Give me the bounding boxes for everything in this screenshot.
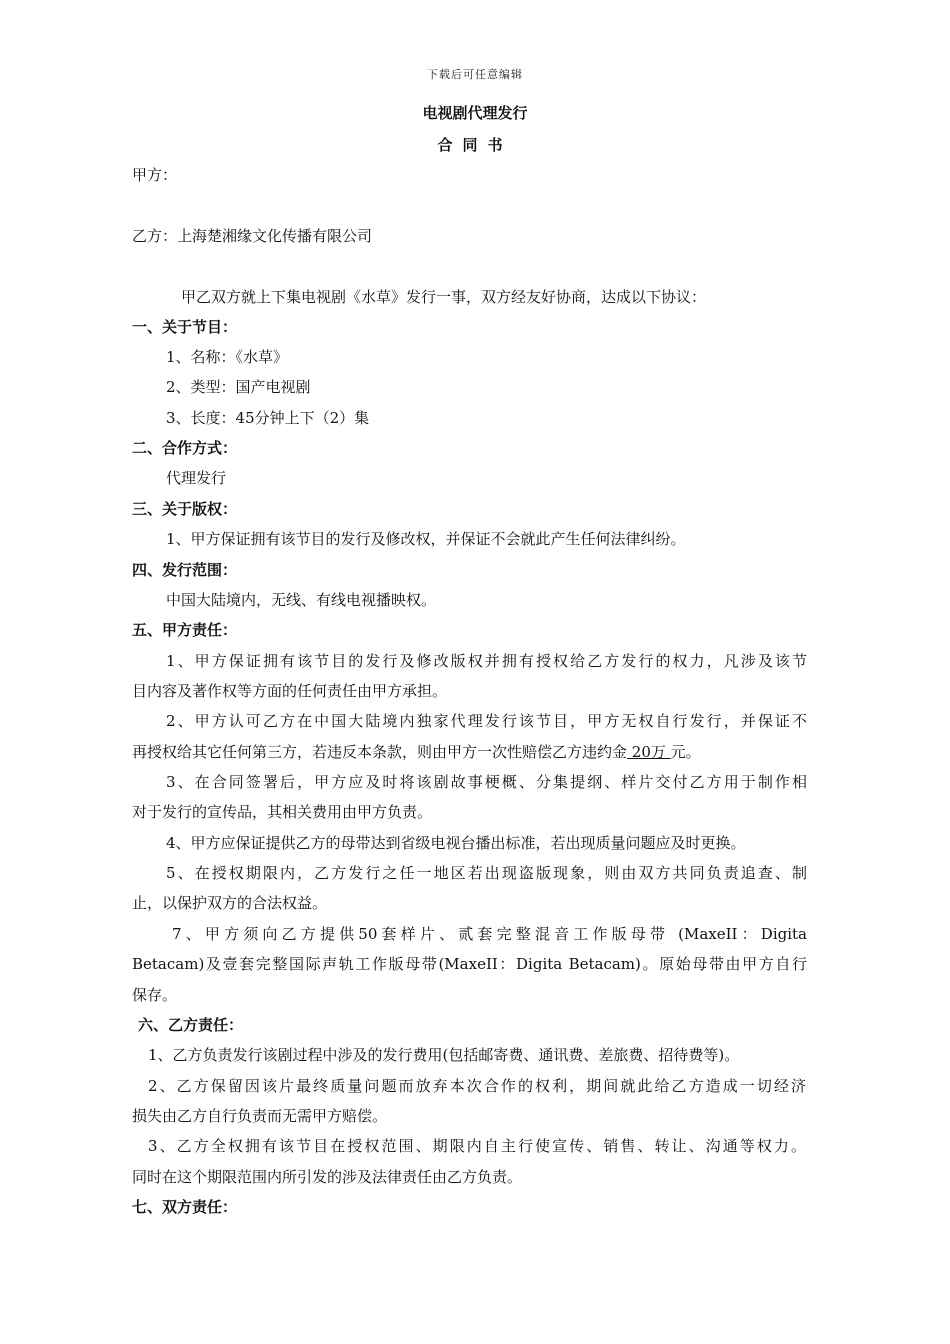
section-1-item: 2、类型：国产电视剧 — [166, 378, 311, 396]
section-5-clause-7: 7、甲方须向乙方提供50套样片、贰套完整混音工作版母带 (MaxeII：Digita — [172, 925, 807, 943]
party-a: 甲方： — [132, 166, 178, 184]
section-1-item: 1、名称：《水草》 — [166, 348, 289, 366]
section-3-heading: 三、关于版权： — [132, 500, 238, 518]
section-1-heading: 一、关于节目： — [132, 318, 238, 336]
section-5-clause-3-cont: 对于发行的宣传品，其相关费用由甲方负责。 — [132, 803, 433, 821]
section-5-clause-1-cont: 目内容及著作权等方面的任何责任由甲方承担。 — [132, 682, 448, 700]
section-6-clause-3-cont: 同时在这个期限范围内所引发的涉及法律责任由乙方负责。 — [132, 1168, 523, 1186]
clause-2-text: 再授权给其它任何第三方，若违反本条款，则由甲方一次性赔偿乙方违约金 — [132, 743, 628, 761]
party-b: 乙方：上海楚湘缘文化传播有限公司 — [132, 227, 373, 245]
section-5-clause-2-cont — [132, 742, 701, 762]
section-6-clause-2-cont: 损失由乙方自行负责而无需甲方赔偿。 — [132, 1107, 388, 1125]
section-3-body: 1、甲方保证拥有该节目的发行及修改权，并保证不会就此产生任何法律纠纷。 — [166, 530, 686, 548]
section-5-heading: 五、甲方责任： — [132, 621, 238, 639]
section-5-clause-2: 2、甲方认可乙方在中国大陆境内独家代理发行该节目，甲方无权自行发行，并保证不 — [166, 712, 807, 730]
section-7-heading: 七、双方责任： — [132, 1198, 238, 1216]
section-2-heading: 二、合作方式： — [132, 439, 238, 457]
section-2-body: 代理发行 — [166, 469, 227, 487]
section-5-clause-5: 5、在授权期限内，乙方发行之任一地区若出现盗版现象，则由双方共同负责追查、制 — [166, 864, 807, 882]
document-title: 电视剧代理发行 — [422, 104, 528, 122]
penalty-amount: 20万 — [627, 743, 671, 761]
section-5-clause-7-cont: Betacam)及壹套完整国际声轨工作版母带(MaxeII：Digita Betacam)。原始母带由甲方自行 — [132, 955, 807, 973]
intro-paragraph: 甲乙双方就上下集电视剧《水草》发行一事，双方经友好协商，达成以下协议： — [181, 288, 707, 306]
section-6-clause-2: 2、乙方保留因该片最终质量问题而放弃本次合作的权利，期间就此给乙方造成一切经济 — [148, 1077, 806, 1095]
section-1-item: 3、长度：45分钟上下（2）集 — [166, 409, 370, 427]
section-5-clause-4: 4、甲方应保证提供乙方的母带达到省级电视台播出标准，若出现质量问题应及时更换。 — [166, 834, 746, 852]
section-5-clause-3: 3、在合同签署后，甲方应及时将该剧故事梗概、分集提纲、样片交付乙方用于制作相 — [166, 773, 807, 791]
section-6-clause-3: 3、乙方全权拥有该节目在授权范围、期限内自主行使宣传、销售、转让、沟通等权力。 — [148, 1137, 806, 1155]
clause-2-unit: 元。 — [670, 743, 701, 761]
section-5-clause-1: 1、甲方保证拥有该节目的发行及修改版权并拥有授权给乙方发行的权力，凡涉及该节 — [166, 652, 807, 670]
section-5-clause-7-end: 保存。 — [132, 986, 178, 1004]
section-4-body: 中国大陆境内，无线、有线电视播映权。 — [166, 591, 437, 609]
header-note: 下载后可任意编辑 — [427, 68, 523, 81]
section-6-heading: 六、乙方责任： — [138, 1016, 244, 1034]
section-6-clause-1: 1、乙方负责发行该剧过程中涉及的发行费用(包括邮寄费、通讯费、差旅费、招待费等)。 — [148, 1046, 740, 1064]
section-5-clause-5-cont: 止，以保护双方的合法权益。 — [132, 894, 328, 912]
section-4-heading: 四、发行范围： — [132, 561, 238, 579]
document-subtitle: 合同书 — [437, 136, 513, 154]
